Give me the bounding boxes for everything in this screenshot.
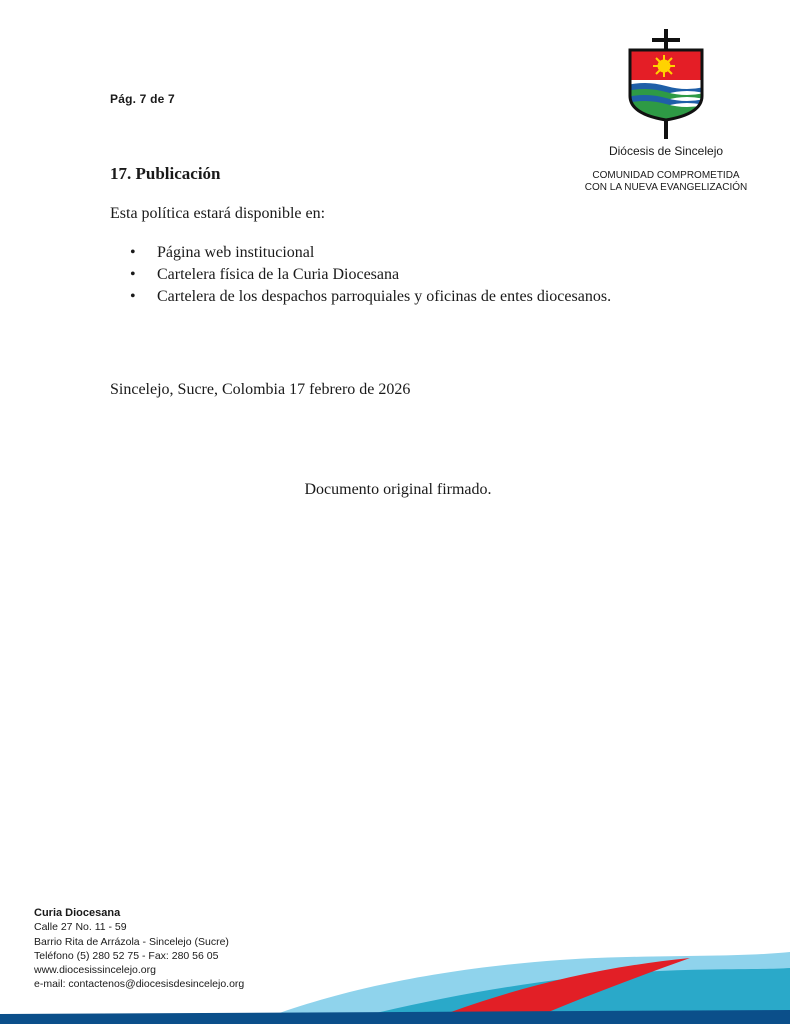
page-number: Pág. 7 de 7: [110, 92, 175, 106]
diocese-shield-icon: [624, 26, 708, 142]
list-item: • Cartelera de los despachos parroquiales y oficinas de entes diocesanos.: [110, 286, 630, 308]
footer-address-line2: Barrio Rita de Arrázola - Sincelejo (Sucre): [34, 935, 229, 948]
logo-tagline-line1: COMUNIDAD COMPROMETIDA: [592, 170, 740, 181]
footer-contact-block: [34, 906, 244, 992]
footer-phone: Teléfono (5) 280 52 75 - Fax: 280 56 05: [34, 949, 219, 962]
section-heading: 17. Publicación: [110, 164, 221, 183]
publication-list: [110, 242, 630, 308]
footer-address-line1: Calle 27 No. 11 - 59: [34, 921, 127, 934]
list-item: • Página web institucional: [110, 242, 630, 264]
signed-note: Documento original firmado.: [304, 481, 492, 498]
intro-text: Esta política estará disponible en:: [110, 205, 326, 222]
place-date: Sincelejo, Sucre, Colombia 17 febrero de 2026: [110, 381, 411, 398]
footer-email: e-mail: contactenos@diocesisdesincelejo.org: [34, 978, 245, 991]
footer-website: www.diocesissincelejo.org: [34, 964, 156, 977]
footer-title: Curia Diocesana: [34, 907, 121, 919]
list-item: • Cartelera física de la Curia Diocesana: [110, 264, 630, 286]
logo-tagline-line2: CON LA NUEVA EVANGELIZACIÓN: [584, 182, 748, 193]
logo-diocese-name: Diócesis de Sincelejo: [608, 144, 724, 158]
